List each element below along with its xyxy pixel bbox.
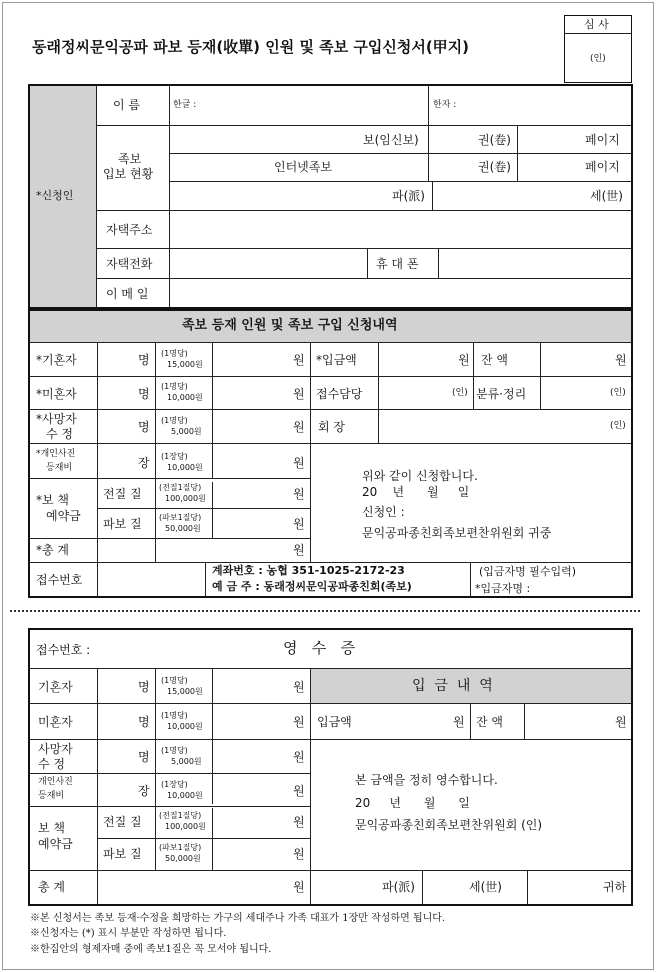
deceased-unit: 명 — [138, 420, 150, 434]
r-deceased-price: 5,000원 — [171, 757, 202, 766]
inclusion-label-2: 입보 현황 — [103, 167, 154, 181]
receipt-no-field[interactable] — [99, 564, 203, 595]
chair-seal: (인) — [610, 421, 626, 431]
email-field[interactable] — [171, 280, 630, 306]
r-married-label: 기혼자 — [38, 680, 73, 694]
r-photo-price: 10,000원 — [167, 791, 203, 800]
row3-se: 세(世) — [590, 189, 623, 203]
unmarried-price: 10,000원 — [167, 393, 203, 402]
recipient: 문익공파종친회족보편찬위원회 귀중 — [362, 526, 552, 540]
inclusion-label-1: 족보 — [118, 152, 142, 166]
married-price: 15,000원 — [167, 360, 203, 369]
r-book-branch-price: 50,000원 — [165, 854, 201, 863]
unmarried-unit: 명 — [138, 387, 150, 401]
applicant-line: 신청인 : — [362, 505, 405, 519]
r-photo-label-2: 등재비 — [38, 791, 65, 801]
review-seal: (인) — [590, 54, 606, 64]
deceased-price: 5,000원 — [171, 427, 202, 436]
deceased-per: (1명당) — [161, 416, 188, 425]
r-book-full-per: (전질1질당) — [159, 811, 202, 820]
email-label: 이 메 일 — [106, 287, 149, 301]
r-unmarried-unit: 명 — [138, 715, 150, 729]
photo-unit: 장 — [138, 456, 150, 470]
account-label: 계좌번호 : 농협 351-1025-2172-23 — [212, 564, 405, 577]
r-married-per: (1명당) — [161, 676, 188, 685]
r-book-branch: 파보 질 — [103, 847, 142, 861]
r-balance-won: 원 — [615, 715, 627, 729]
r-married-unit: 명 — [138, 680, 150, 694]
receipt-title: 영 수 증 — [283, 639, 356, 657]
r-book-branch-per: (파보1질당) — [159, 843, 202, 852]
statement: 위와 같이 신청합니다. — [362, 469, 478, 483]
r-date-line: 20 년 월 일 — [355, 796, 470, 810]
r-unmarried-per: (1명당) — [161, 711, 188, 720]
r-total-se: 세(世) — [469, 880, 502, 894]
book-branch-price: 50,000원 — [165, 524, 201, 533]
r-married-won: 원 — [293, 680, 305, 694]
unmarried-won: 원 — [293, 387, 305, 401]
row2-gwon: 권(卷) — [478, 160, 511, 174]
r-book-full-price: 100,000원 — [165, 822, 206, 831]
hanja-name-field[interactable] — [468, 88, 630, 123]
r-book-full-won: 원 — [293, 815, 305, 829]
married-per: (1명당) — [161, 349, 188, 358]
unmarried-label: *미혼자 — [36, 387, 77, 401]
married-label: *기혼자 — [36, 353, 77, 367]
deposit-label: *입금액 — [316, 353, 357, 367]
book-branch-won: 원 — [293, 517, 305, 531]
r-photo-label-1: 개인사진 — [38, 777, 73, 787]
name-label: 이 름 — [113, 98, 140, 112]
row2-internet: 인터넷족보 — [274, 160, 332, 174]
home-phone-label: 자택전화 — [106, 257, 153, 271]
book-branch: 파보 질 — [103, 517, 142, 531]
row1-gwon: 권(卷) — [478, 133, 511, 147]
receiver-label: 접수담당 — [316, 387, 363, 401]
book-full-price: 100,000원 — [165, 494, 206, 503]
cut-line — [10, 610, 640, 612]
deposit-heading: 입 금 내 역 — [412, 678, 493, 694]
r-total-label: 총 계 — [38, 880, 65, 894]
photo-per: (1장당) — [161, 452, 188, 461]
depositor-label: *입금자명 : — [475, 582, 531, 595]
r-deceased-per: (1명당) — [161, 746, 188, 755]
date-line: 20 년 월 일 — [362, 485, 470, 499]
balance-label: 잔 액 — [481, 353, 508, 367]
balance-won: 원 — [615, 353, 627, 367]
book-label-2: 예약금 — [46, 509, 81, 523]
book-full-won: 원 — [293, 487, 305, 501]
r-photo-unit: 장 — [138, 784, 150, 798]
r-deceased-won: 원 — [293, 750, 305, 764]
r-photo-per: (1장당) — [161, 780, 188, 789]
sort-seal: (인) — [610, 388, 626, 398]
sort-label: 분류·정리 — [476, 387, 527, 401]
hanja-label: 한자 : — [433, 100, 457, 110]
r-deposit-label: 입금액 — [317, 715, 352, 729]
mobile-label: 휴 대 폰 — [376, 257, 419, 271]
r-deceased-label-1: 사망자 — [38, 742, 73, 756]
r-total-pa: 파(派) — [382, 880, 415, 894]
r-issuer: 문익공파종친회족보편찬위원회 (인) — [355, 818, 543, 832]
r-balance-label: 잔 액 — [476, 715, 503, 729]
deposit-won: 원 — [458, 353, 470, 367]
book-label-1: *보 책 — [36, 493, 69, 507]
r-photo-won: 원 — [293, 784, 305, 798]
unmarried-per: (1명당) — [161, 382, 188, 391]
r-book-label-1: 보 책 — [38, 821, 65, 835]
r-deceased-unit: 명 — [138, 750, 150, 764]
r-unmarried-won: 원 — [293, 715, 305, 729]
r-total-gwiha: 귀하 — [603, 880, 627, 894]
r-book-full: 전질 질 — [103, 815, 142, 829]
hangul-label: 한글 : — [173, 100, 197, 110]
total-label: *총 계 — [36, 543, 69, 557]
note-1: ※본 신청서는 족보 등재·수정을 희망하는 가구의 세대주나 가족 대표가 1장만 작성하면 됩니다. — [30, 913, 446, 924]
applicant-label: *신청인 — [36, 189, 74, 202]
review-label: 심 사 — [584, 18, 609, 31]
hangul-name-field[interactable] — [205, 88, 425, 123]
r-unmarried-price: 10,000원 — [167, 722, 203, 731]
receiver-seal: (인) — [452, 388, 468, 398]
home-phone-field[interactable] — [171, 250, 365, 277]
row2-page: 페이지 — [585, 160, 620, 174]
r-deposit-won: 원 — [453, 715, 465, 729]
r-unmarried-label: 미혼자 — [38, 715, 73, 729]
married-unit: 명 — [138, 353, 150, 367]
address-field[interactable] — [171, 212, 630, 247]
form-title: 동래정씨문익공파 파보 등재(收單) 인원 및 족보 구입신청서(甲지) — [32, 38, 470, 56]
row3-pa: 파(派) — [392, 189, 425, 203]
photo-label-2: 등재비 — [46, 463, 73, 473]
row1-bo: 보(임신보) — [363, 133, 419, 147]
book-branch-per: (파보1질당) — [159, 513, 202, 522]
total-won: 원 — [293, 543, 305, 557]
depositor-note: (입금자명 필수입력) — [479, 565, 577, 578]
row1-page: 페이지 — [585, 133, 620, 147]
r-book-branch-won: 원 — [293, 847, 305, 861]
deceased-label-1: *사망자 — [36, 412, 77, 426]
deceased-won: 원 — [293, 420, 305, 434]
married-won: 원 — [293, 353, 305, 367]
mobile-field[interactable] — [440, 250, 630, 277]
r-book-label-2: 예약금 — [38, 837, 73, 851]
address-label: 자택주소 — [106, 223, 153, 237]
r-married-price: 15,000원 — [167, 687, 203, 696]
photo-won: 원 — [293, 456, 305, 470]
details-heading: 족보 등재 인원 및 족보 구입 신청내역 — [182, 318, 398, 333]
note-3: ※한집안의 형제자매 중에 족보1질은 꼭 모서야 됩니다. — [30, 944, 272, 955]
chair-label: 회 장 — [318, 420, 345, 434]
note-2: ※신청자는 (*) 표시 부분만 작성하면 됩니다. — [30, 928, 227, 939]
holder-label: 예 금 주 : 동래정씨문익공파종친회(족보) — [212, 580, 412, 593]
photo-label-1: *개인사진 — [36, 449, 76, 459]
r-total-won: 원 — [293, 880, 305, 894]
receipt-no-label-2: 접수번호 : — [36, 643, 91, 657]
deceased-label-2: 수 정 — [46, 427, 73, 441]
book-full-per: (전질1질당) — [159, 483, 202, 492]
receipt-no-label: 접수번호 — [36, 573, 83, 587]
r-statement: 본 금액을 정히 영수합니다. — [355, 773, 498, 787]
photo-price: 10,000원 — [167, 463, 203, 472]
book-full: 전질 질 — [103, 487, 142, 501]
r-deceased-label-2: 수 정 — [38, 757, 65, 771]
